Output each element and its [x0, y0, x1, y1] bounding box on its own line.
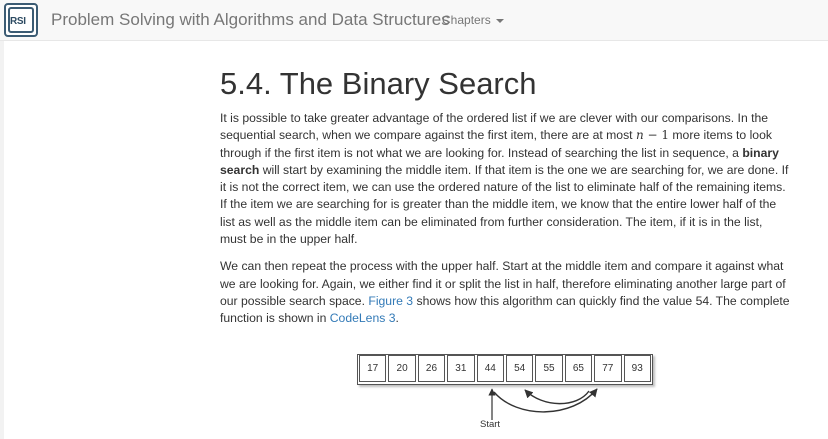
- binary-search-term: binary search: [220, 145, 779, 177]
- binary-search-figure: [357, 354, 657, 439]
- main-content: [220, 41, 790, 328]
- paragraph-intro: [220, 110, 790, 248]
- list-cell: 26: [418, 355, 445, 382]
- list-cell: 20: [388, 355, 415, 382]
- paragraph-text: .: [395, 311, 399, 326]
- codelens-3-link[interactable]: CodeLens 3: [329, 311, 396, 326]
- logo-text: RSI: [10, 16, 26, 27]
- navbar: [0, 0, 828, 41]
- caret-down-icon: [496, 19, 504, 23]
- logo[interactable]: [4, 3, 38, 37]
- paragraph-text: more items to look through if the first item is not what we are looking for. Instead of searching the list in sequence, a: [220, 128, 772, 160]
- list-cell: 55: [535, 355, 562, 382]
- list-cell: 54: [506, 355, 533, 382]
- list-cell: 17: [359, 355, 386, 382]
- list-cell: 77: [594, 355, 621, 382]
- brand-link[interactable]: Problem Solving with Algorithms and Data Structures: [51, 10, 450, 29]
- search-arrows: [357, 354, 657, 439]
- paragraph-repeat: [220, 258, 790, 327]
- paragraph-text: It is possible to take greater advantage of the ordered list if we are clever with our comparisons. In the sequential search, when we compare against the first item, there are at most: [220, 111, 769, 143]
- chapters-label: Chapters: [442, 13, 491, 27]
- back-arrow-icon: [525, 390, 589, 404]
- math-minus-one: − 1: [643, 128, 669, 143]
- figure-3-link[interactable]: Figure 3: [368, 293, 414, 308]
- list-cell: 44: [477, 355, 504, 382]
- list-cell: 93: [624, 355, 651, 382]
- page-gutter: [0, 41, 4, 439]
- paragraph-text: will start by examining the middle item. If that item is the one we are searching for, we are done. If it is not the correct item, we can use the ordered nature of the list to eliminate half of the remaining items. If the item we are searching for is greater than the middle item, we know that the entire lower half of the list as well as the middle item can be eliminated from further consideration. The item, if it is in the list, must be in the upper half.: [220, 162, 789, 247]
- jump-arrow-icon: [494, 389, 597, 412]
- math-n: n: [635, 128, 644, 143]
- chapters-dropdown[interactable]: [442, 13, 504, 27]
- paragraph-text: shows how this algorithm can quickly find the value 54. The complete function is shown in: [220, 293, 790, 326]
- paragraph-text: We can then repeat the process with the upper half. Start at the middle item and compare it against what we are looking for. Again, we either find it or split the list in half, therefore eliminating another large part of our possible search space.: [220, 259, 786, 308]
- list-cell: 31: [447, 355, 474, 382]
- start-label: Start: [480, 419, 501, 430]
- page-title: 5.4. The Binary Search: [220, 66, 537, 101]
- list-cell: 65: [565, 355, 592, 382]
